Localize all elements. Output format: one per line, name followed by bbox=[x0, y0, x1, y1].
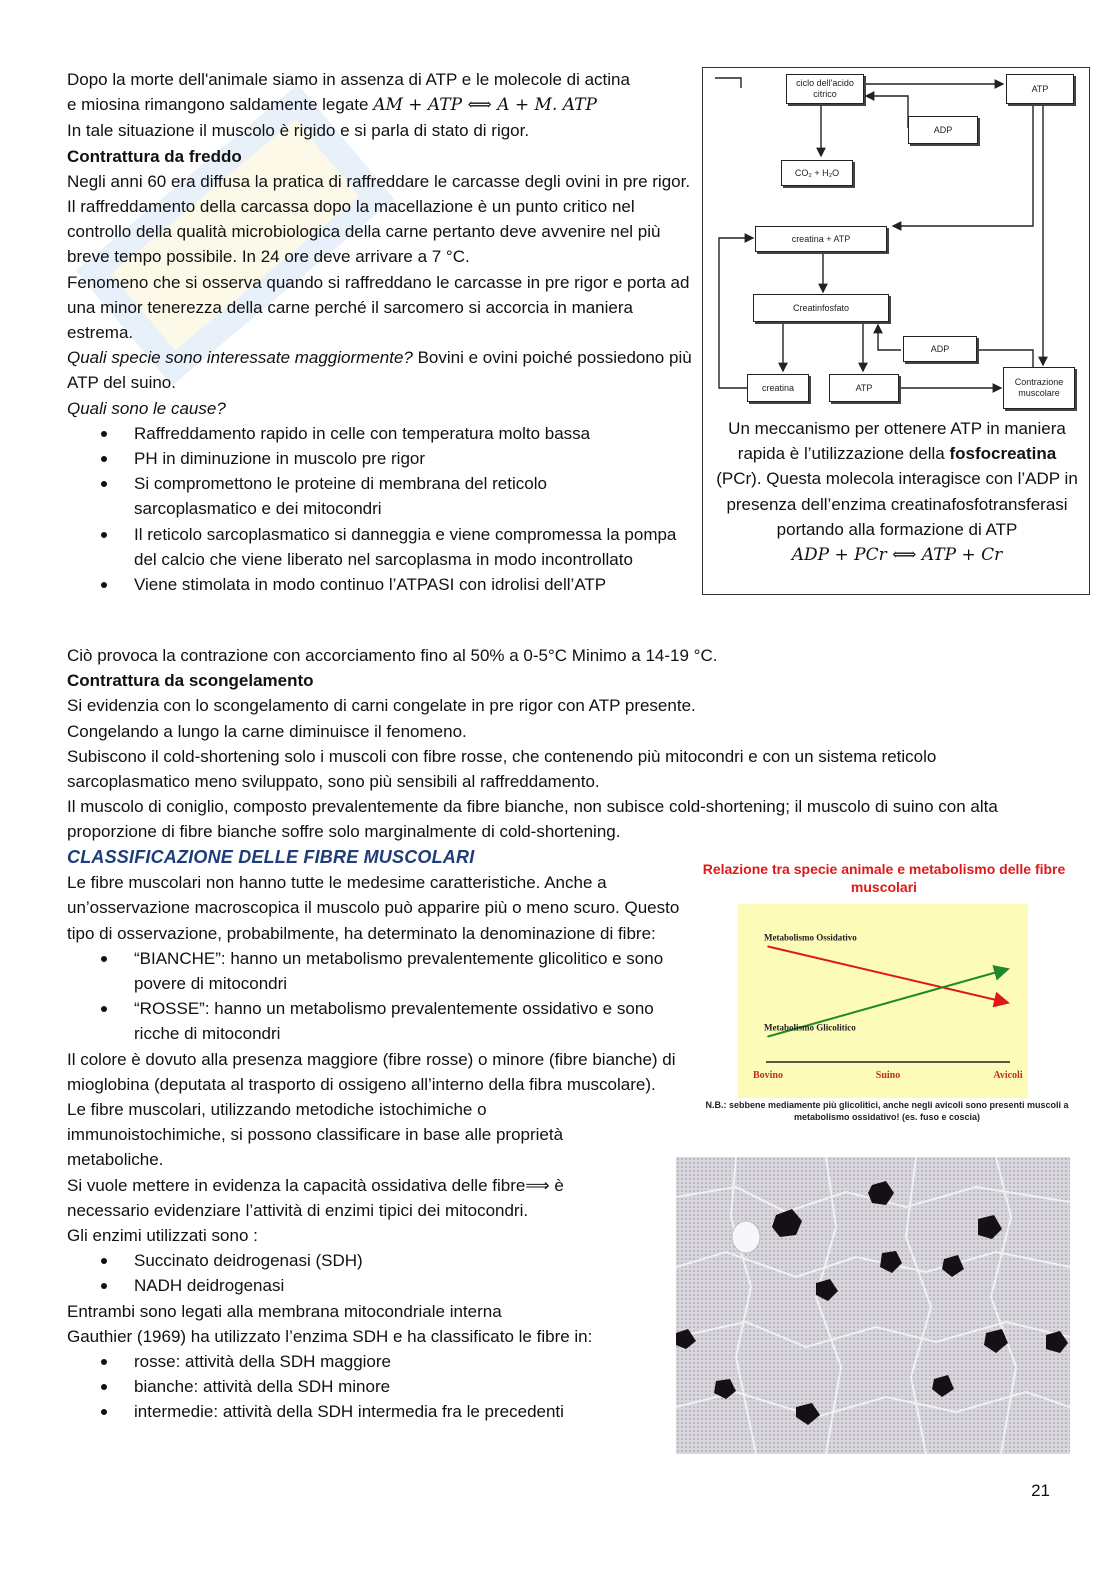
list-item: “BIANCHE”: hanno un metabolismo prevalentemente glicolitico e sono povere di mitocondri bbox=[67, 946, 682, 996]
box-atp-top: ATP bbox=[1006, 74, 1074, 104]
cold-p1: Negli anni 60 era diffusa la pratica di raffreddare le carcasse degli ovini in pre rigor. bbox=[67, 171, 691, 191]
category-label: Suino bbox=[875, 1070, 901, 1081]
caption-formula: ADP + PCr ⟺ ATP + Cr bbox=[791, 545, 1003, 566]
legend-label: Metabolismo Glicolitico bbox=[764, 1022, 856, 1033]
sdh-classes-list bbox=[67, 1349, 682, 1425]
list-item: bianche: attività della SDH minore bbox=[67, 1374, 682, 1399]
rigor-formula: AM + ATP ⟺ A + M. ATP bbox=[373, 95, 597, 116]
series-point bbox=[767, 946, 769, 948]
classification-p1: Le fibre muscolari non hanno tutte le medesime caratteristiche. Anche a un’osservazione macroscopica il muscolo può apparire più o meno scuro. Questo tipo di osservazione, probabilmente, ha determinato la denominazione di fibre: bbox=[67, 873, 680, 943]
sdh-micrograph-image bbox=[676, 1157, 1070, 1454]
thaw-heading: Contrattura da scongelamento bbox=[67, 671, 314, 691]
box-adp-top: ADP bbox=[908, 116, 978, 144]
cold-result: Ciò provoca la contrazione con accorciamento fino al 50% a 0-5°C Minimo a 14-19 °C. bbox=[67, 646, 718, 665]
cold-question-1: Quali specie sono interessate maggiormente? bbox=[67, 348, 413, 368]
series-point bbox=[887, 974, 889, 976]
cold-answer-1: Bovini e ovini poiché possiedono più ATP del suino. bbox=[67, 348, 692, 393]
box-contrazione: Contrazione muscolare bbox=[1003, 367, 1075, 409]
list-item: Raffreddamento rapido in celle con temperatura molto bassa bbox=[67, 421, 687, 446]
causes-list bbox=[67, 421, 687, 597]
intro-line-1: Dopo la morte dell'animale siamo in assenza di ATP e le molecole di actina bbox=[67, 70, 630, 89]
classification-p2: Il colore è dovuto alla presenza maggiore (fibre rosse) o minore (fibre bianche) di mioglobina (deputata al trasporto di ossigeno all’interno della fibra muscolare). bbox=[67, 1049, 676, 1094]
list-item: “ROSSE”: hanno un metabolismo prevalentemente ossidativo e sono ricche di mitocondri bbox=[67, 996, 682, 1046]
list-item: PH in diminuzione in muscolo pre rigor bbox=[67, 446, 687, 471]
list-item: Si compromettono le proteine di membrana del reticolo sarcoplasmatico e dei mitocondri bbox=[67, 471, 687, 521]
box-adp-mid: ADP bbox=[903, 336, 977, 362]
category-label: Bovino bbox=[752, 1070, 784, 1081]
chart-note: N.B.: sebbene mediamente più glicolitici, anche negli avicoli sono presenti muscoli a metabolismo ossidativo! (es. fuso e coscia) bbox=[705, 1100, 1069, 1122]
box-co2: CO₂ + H₂O bbox=[781, 160, 853, 186]
classification-p5: Gli enzimi utilizzati sono : bbox=[67, 1226, 258, 1246]
classification-p4: Si vuole mettere in evidenza la capacità ossidativa delle fibre⟹ è necessario evidenziare l’attività di enzimi tipici dei mitocondri. bbox=[67, 1175, 564, 1220]
series-point bbox=[887, 1002, 889, 1004]
cold-p3: Fenomeno che si osserva quando si raffreddano le carcasse in pre rigor e porta ad una minor tenerezza della carne perché il sarcomero si accorcia in maniera estrema. bbox=[67, 272, 690, 343]
classification-heading: CLASSIFICAZIONE DELLE FIBRE MUSCOLARI bbox=[67, 847, 475, 867]
species-metabolism-chart bbox=[702, 855, 1090, 1135]
chart-title: Relazione tra specie animale e metabolismo delle fibre muscolari bbox=[702, 861, 1066, 895]
diagram-caption bbox=[713, 416, 1081, 568]
list-item: rosse: attività della SDH maggiore bbox=[67, 1349, 682, 1374]
intro-line-2 bbox=[67, 92, 692, 118]
thaw-p1: Si evidenzia con lo scongelamento di carni congelate in pre rigor con ATP presente. bbox=[67, 696, 696, 716]
page-number: 21 bbox=[1031, 1481, 1050, 1500]
caption-text-1: Un meccanismo per ottenere ATP in maniera rapida è l’utilizzazione della bbox=[728, 419, 1066, 464]
intro-line-2-text: e miosina rimangono saldamente legate bbox=[67, 95, 374, 115]
legend-label: Metabolismo Ossidativo bbox=[764, 932, 857, 943]
atp-diagram-figure bbox=[702, 67, 1090, 595]
cold-q1-para bbox=[67, 345, 692, 395]
classification-p7: Gauthier (1969) ha utilizzato l’enzima SDH e ha classificato le fibre in: bbox=[67, 1326, 593, 1346]
category-label: Avicoli bbox=[993, 1070, 1023, 1081]
intro-block bbox=[67, 67, 692, 597]
cold-heading: Contrattura da freddo bbox=[67, 146, 242, 166]
classification-p6: Entrambi sono legati alla membrana mitocondriale interna bbox=[67, 1301, 502, 1321]
classification-block bbox=[67, 845, 682, 1425]
caption-text-2: (PCr). Questa molecola interagisce con l’ADP in presenza dell’enzima creatinafosfotransferasi portando alla formazione di ATP bbox=[716, 469, 1078, 539]
thaw-p2: Congelando a lungo la carne diminuisce il fenomeno. bbox=[67, 721, 467, 741]
box-creatina: creatina bbox=[747, 374, 809, 402]
intro-line-3: In tale situazione il muscolo è rigido e si parla di stato di rigor. bbox=[67, 121, 530, 141]
cold-question-2: Quali sono le cause? bbox=[67, 398, 226, 418]
enzymes-list bbox=[67, 1248, 682, 1298]
thaw-p3: Subiscono il cold-shortening solo i muscoli con fibre rosse, che contenendo più mitocondri e con un sistema reticolo sarcoplasmatico meno sviluppato, sono più sensibili al raffreddamento. bbox=[67, 746, 937, 792]
box-ciclo: ciclo dell'acido citrico bbox=[786, 74, 864, 104]
cold-p2: Il raffreddamento della carcassa dopo la macellazione è un punto critico nel controllo della qualità microbiologica della carne pertanto deve avvenire nel più breve tempo possibile. In 24 ore deve arrivare a 7 °C. bbox=[67, 197, 661, 267]
list-item: NADH deidrogenasi bbox=[67, 1273, 682, 1298]
caption-bold: fosfocreatina bbox=[949, 444, 1057, 464]
fibre-types-list bbox=[67, 946, 682, 1047]
chart-plot bbox=[738, 904, 1028, 1098]
fullwidth-block bbox=[67, 643, 1042, 845]
box-creatina-atp: creatina + ATP bbox=[755, 226, 887, 252]
series-point bbox=[767, 1036, 769, 1038]
list-item: Succinato deidrogenasi (SDH) bbox=[67, 1248, 682, 1273]
list-item: Viene stimolata in modo continuo l’ATPASI con idrolisi dell’ATP bbox=[67, 572, 687, 597]
thaw-p4: Il muscolo di coniglio, composto prevalentemente da fibre bianche, non subisce cold-shortening; il muscolo di suino con alta proporzione di fibre bianche soffre solo marginalmente di cold-shortening. bbox=[67, 797, 998, 842]
series-point bbox=[1007, 968, 1009, 970]
classification-p3: Le fibre muscolari, utilizzando metodiche istochimiche o immunoistochimiche, si possono classificare in base alle proprietà metaboliche. bbox=[67, 1100, 564, 1170]
series-point bbox=[1007, 1002, 1009, 1004]
box-atp-bottom: ATP bbox=[829, 374, 899, 402]
list-item: Il reticolo sarcoplasmatico si danneggia e viene compromessa la pompa del calcio che viene liberato nel sarcoplasma in modo incontrollato bbox=[67, 522, 687, 572]
list-item: intermedie: attività della SDH intermedia fra le precedenti bbox=[67, 1399, 682, 1424]
box-creatinfosfato: Creatinfosfato bbox=[753, 294, 889, 322]
